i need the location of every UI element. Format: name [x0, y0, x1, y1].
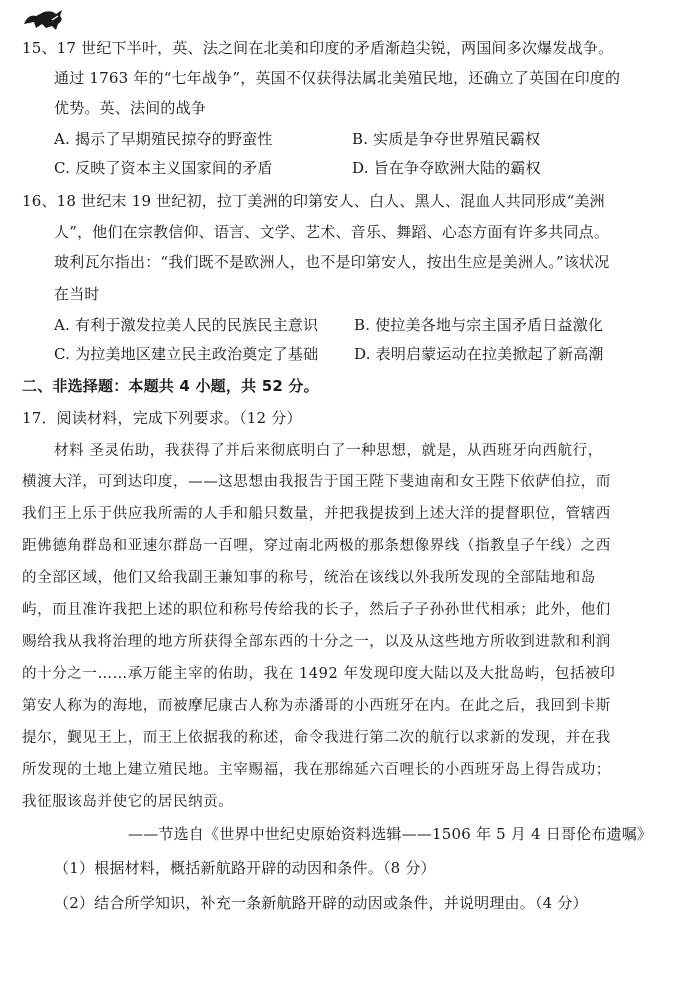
- q17-material-line: 材料 圣灵佑助，我获得了并后来彻底明白了一种思想，就是，从西班牙向西航行，: [54, 443, 603, 459]
- q16-option-d: D. 表明启蒙运动在拉美掀起了新高潮: [354, 345, 604, 363]
- q16-option-b: B. 使拉美各地与宗主国矛盾日益激化: [354, 316, 604, 334]
- section-title: 二、非选择题：本题共 4 小题，共 52 分。: [22, 377, 319, 395]
- q15-stem-line-3: 优势。英、法间的战争: [54, 99, 207, 117]
- q17-stem: 17．阅读材料，完成下列要求。（12 分）: [22, 409, 302, 427]
- q17-material-line: 距佛德角群岛和亚速尔群岛一百哩，穿过南北两极的那条想像界线（指教皇子午线）之西: [22, 538, 611, 554]
- q16-option-c: C. 为拉美地区建立民主政治奠定了基础: [54, 345, 319, 363]
- q16-stem-line-3: 玻利瓦尔指出：“我们既不是欧洲人，也不是印第安人，按出生应是美洲人。”该状况: [54, 253, 610, 271]
- q17-material-line: 屿，而且准许我把上述的职位和称号传给我的长子，然后子子孙孙世代相承；此外，他们: [22, 602, 611, 618]
- q17-material-line: 我们王上乐于供应我所需的人手和船只数量，并把我提拔到上述大洋的提督职位，管辖西: [22, 506, 611, 522]
- q17-subquestion-2: （2）结合所学知识，补充一条新航路开辟的动因或条件，并说明理由。（4 分）: [54, 894, 588, 912]
- q17-source: ——节选自《世界中世纪史原始资料选辑——1506 年 5 月 4 日哥伦布遗嘱》: [128, 825, 653, 843]
- q16-stem-line-4: 在当时: [54, 285, 100, 303]
- q15-option-b: B. 实质是争夺世界殖民霸权: [352, 130, 541, 148]
- q17-material-line: 第安人称为的海地，而被摩尼康古人称为赤潘哥的小西班牙在内。在此之后，我回到卡斯: [22, 698, 611, 714]
- q15-stem-line-2: 通过 1763 年的“七年战争”，英国不仅获得法属北美殖民地，还确立了英国在印度的: [54, 69, 621, 87]
- q15-option-c: C. 反映了资本主义国家间的矛盾: [54, 159, 273, 177]
- q16-stem-line-1: 16、18 世纪末 19 世纪初，拉丁美洲的印第安人、白人、黑人、混血人共同形成“美洲: [22, 192, 605, 210]
- q17-material-line: 所发现的土地上建立殖民地。主宰赐福，我在那绵延六百哩长的小西班牙岛上得告成功；: [22, 762, 611, 778]
- q15-stem-line-1: 15、17 世纪下半叶，英、法之间在北美和印度的矛盾渐趋尖锐，两国间多次爆发战争。: [22, 39, 614, 57]
- q17-subquestion-1: （1）根据材料，概括新航路开辟的动因和条件。（8 分）: [54, 859, 436, 877]
- bull-logo-icon: [22, 6, 66, 32]
- q17-material-line: 赐给我从我将治理的地方所获得全部东西的十分之一，以及从这些地方所收到进款和利润: [22, 634, 611, 650]
- q15-option-a: A. 揭示了早期殖民掠夺的野蛮性: [54, 130, 273, 148]
- q16-stem-line-2: 人”，他们在宗教信仰、语言、文学、艺术、音乐、舞蹈、心态方面有许多共同点。: [54, 223, 610, 241]
- q17-material-line: 横渡大洋，可到达印度，——这思想由我报告于国王陛下斐迪南和女王陛下依萨伯拉，而: [22, 474, 611, 490]
- q17-material-line: 我征服该岛并使它的居民纳贡。: [22, 794, 234, 810]
- q16-option-a: A. 有利于激发拉美人民的民族民主意识: [54, 316, 319, 334]
- q17-material-line: 的全部区域，他们又给我副王兼知事的称号，统治在该线以外我所发现的全部陆地和岛: [22, 570, 596, 586]
- q17-material-line: 的十分之一……承万能主宰的佑助，我在 1492 年发现印度大陆以及大批岛屿，包括被印: [22, 666, 616, 682]
- q17-material-line: 提尔，觐见王上，而王上依据我的称述，命令我进行第二次的航行以求新的发现，并在我: [22, 730, 611, 746]
- q15-option-d: D. 旨在争夺欧洲大陆的霸权: [352, 159, 541, 177]
